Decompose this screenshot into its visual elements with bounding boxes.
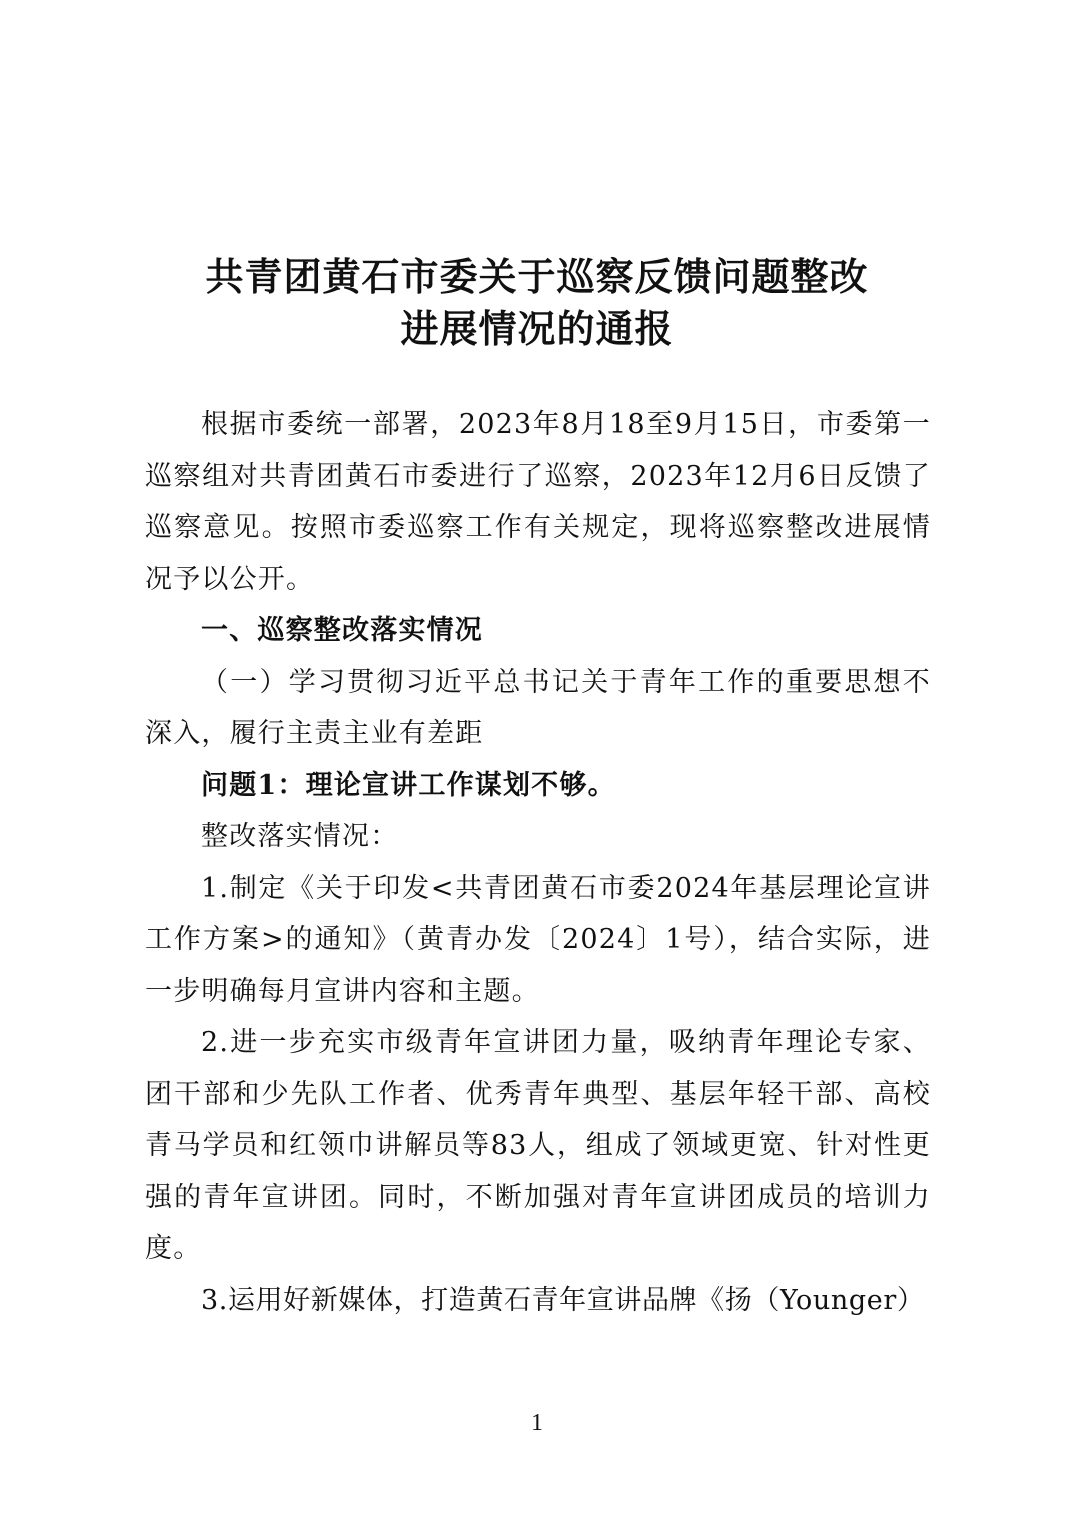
document-title-line-1: 共青团黄石市委关于巡察反馈问题整改 (205, 254, 869, 299)
section-heading: 一、巡察整改落实情况 (201, 615, 483, 646)
document-body (145, 399, 931, 1326)
item-paragraph-2: 2.进一步充实市级青年宣讲团力量，吸纳青年理论专家、团干部和少先队工作者、优秀青年典型、基层年轻干部、高校青马学员和红领巾讲解员等83人，组成了领域更宽、针对性更强的青年宣讲团。同时，不断加强对青年宣讲团成员的培训力度。 (145, 1027, 931, 1264)
document-title-line-2: 进展情况的通报 (400, 306, 674, 351)
subsection-heading: （一）学习贯彻习近平总书记关于青年工作的重要思想不深入，履行主责主业有差距 (145, 666, 931, 749)
item-paragraph-3: 3.运用好新媒体，打造黄石青年宣讲品牌《扬（Younger） (201, 1284, 925, 1316)
item-paragraph-1: 1.制定《关于印发<共青团黄石市委2024年基层理论宣讲工作方案>的通知》（黄青办发〔2024〕1号），结合实际，进一步明确每月宣讲内容和主题。 (145, 872, 931, 1007)
intro-paragraph: 根据市委统一部署，2023年8月18至9月15日，市委第一巡察组对共青团黄石市委进行了巡察，2023年12月6日反馈了巡察意见。按照市委巡察工作有关规定，现将巡察整改进展情况予以公开。 (145, 409, 931, 595)
rectification-label: 整改落实情况： (201, 821, 399, 852)
problem-heading: 问题1：理论宣讲工作谋划不够。 (201, 769, 616, 801)
page-number: 1 (531, 1410, 543, 1436)
